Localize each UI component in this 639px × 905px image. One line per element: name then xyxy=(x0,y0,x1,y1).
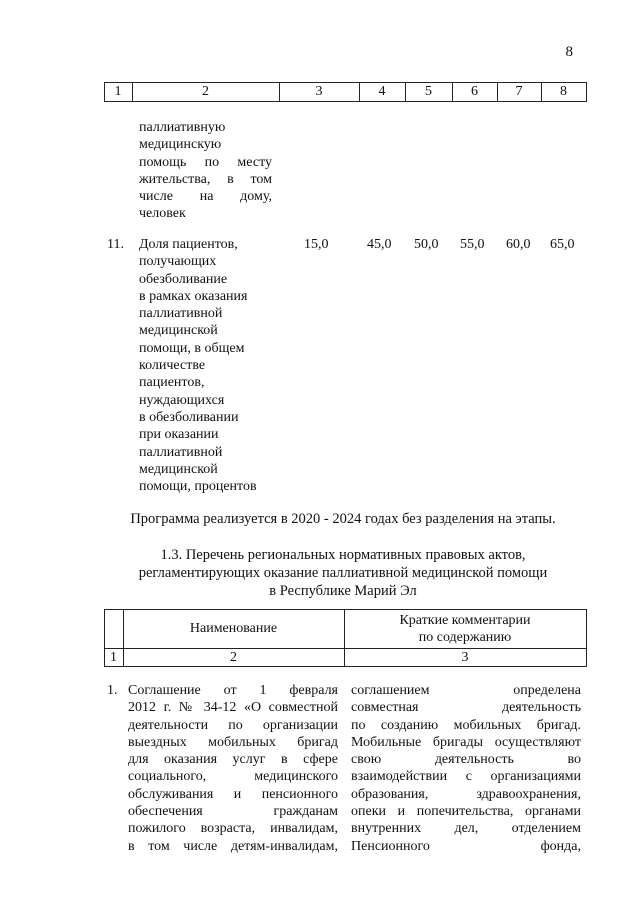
value-col-5: 50,0 xyxy=(414,237,439,252)
header-col-2: 2 xyxy=(202,84,209,99)
program-note: Программа реализуется в 2020 - 2024 годах без разделения на этапы. xyxy=(130,511,556,527)
value-col-7: 60,0 xyxy=(506,237,531,252)
col-name-header: Наименование xyxy=(189,621,278,636)
section-title: 1.3. Перечень региональных нормативных правовых актов, регламентирующих оказание паллиативной медицинской помощи в Республике Марий Эл xyxy=(138,547,548,599)
value-col-6: 55,0 xyxy=(460,237,485,252)
table1-continuation-text: паллиативную медицинскую помощь по месту жительства, в том числе на дому, человек xyxy=(139,120,272,222)
col-num-2: 2 xyxy=(230,650,237,665)
value-col-4: 45,0 xyxy=(367,237,392,252)
header-col-4: 4 xyxy=(378,84,386,99)
value-col-8: 65,0 xyxy=(550,237,575,252)
row-number: 1. xyxy=(107,683,118,698)
header-col-7: 7 xyxy=(515,84,523,99)
value-col-3: 15,0 xyxy=(304,237,329,252)
page-number: 8 xyxy=(565,44,573,60)
act-name: Соглашение от 1 февраля 2012 г. № 34-12 «О совместной деятельности по организации выездных мобильных бригад для оказания услуг в сфере социального, медицинского обслуживания и пенсионного обеспечения гражданам пожилого возраста, инвалидам, в том числе детям-инвалидам, xyxy=(128,683,338,854)
header-col-1: 1 xyxy=(114,84,122,99)
header-col-5: 5 xyxy=(425,84,432,99)
col-comment-header: Краткие комментарии по содержанию xyxy=(399,613,531,645)
col-num-1: 1 xyxy=(110,650,117,665)
header-col-3: 3 xyxy=(315,84,323,99)
header-col-8: 8 xyxy=(560,84,567,99)
row-number: 11. xyxy=(107,237,124,252)
act-comment: соглашением определена совместная деятельность по созданию мобильных бригад. Мобильные бригады осуществляют свою деятельность во взаимодействии с организациями образования, здравоохранения, опеки и попечительства, органами внутренних дел, отделением Пенсионного фонда, xyxy=(351,683,581,854)
indicator-name: Доля пациентов, получающих обезболивание в рамках оказания паллиативной медицинской помощи, в общем количестве пациентов, нуждающихся в обезболивании при оказании паллиативной медицинской помощи, процентов xyxy=(139,237,257,495)
col-num-3: 3 xyxy=(461,650,469,665)
header-col-6: 6 xyxy=(471,84,478,99)
